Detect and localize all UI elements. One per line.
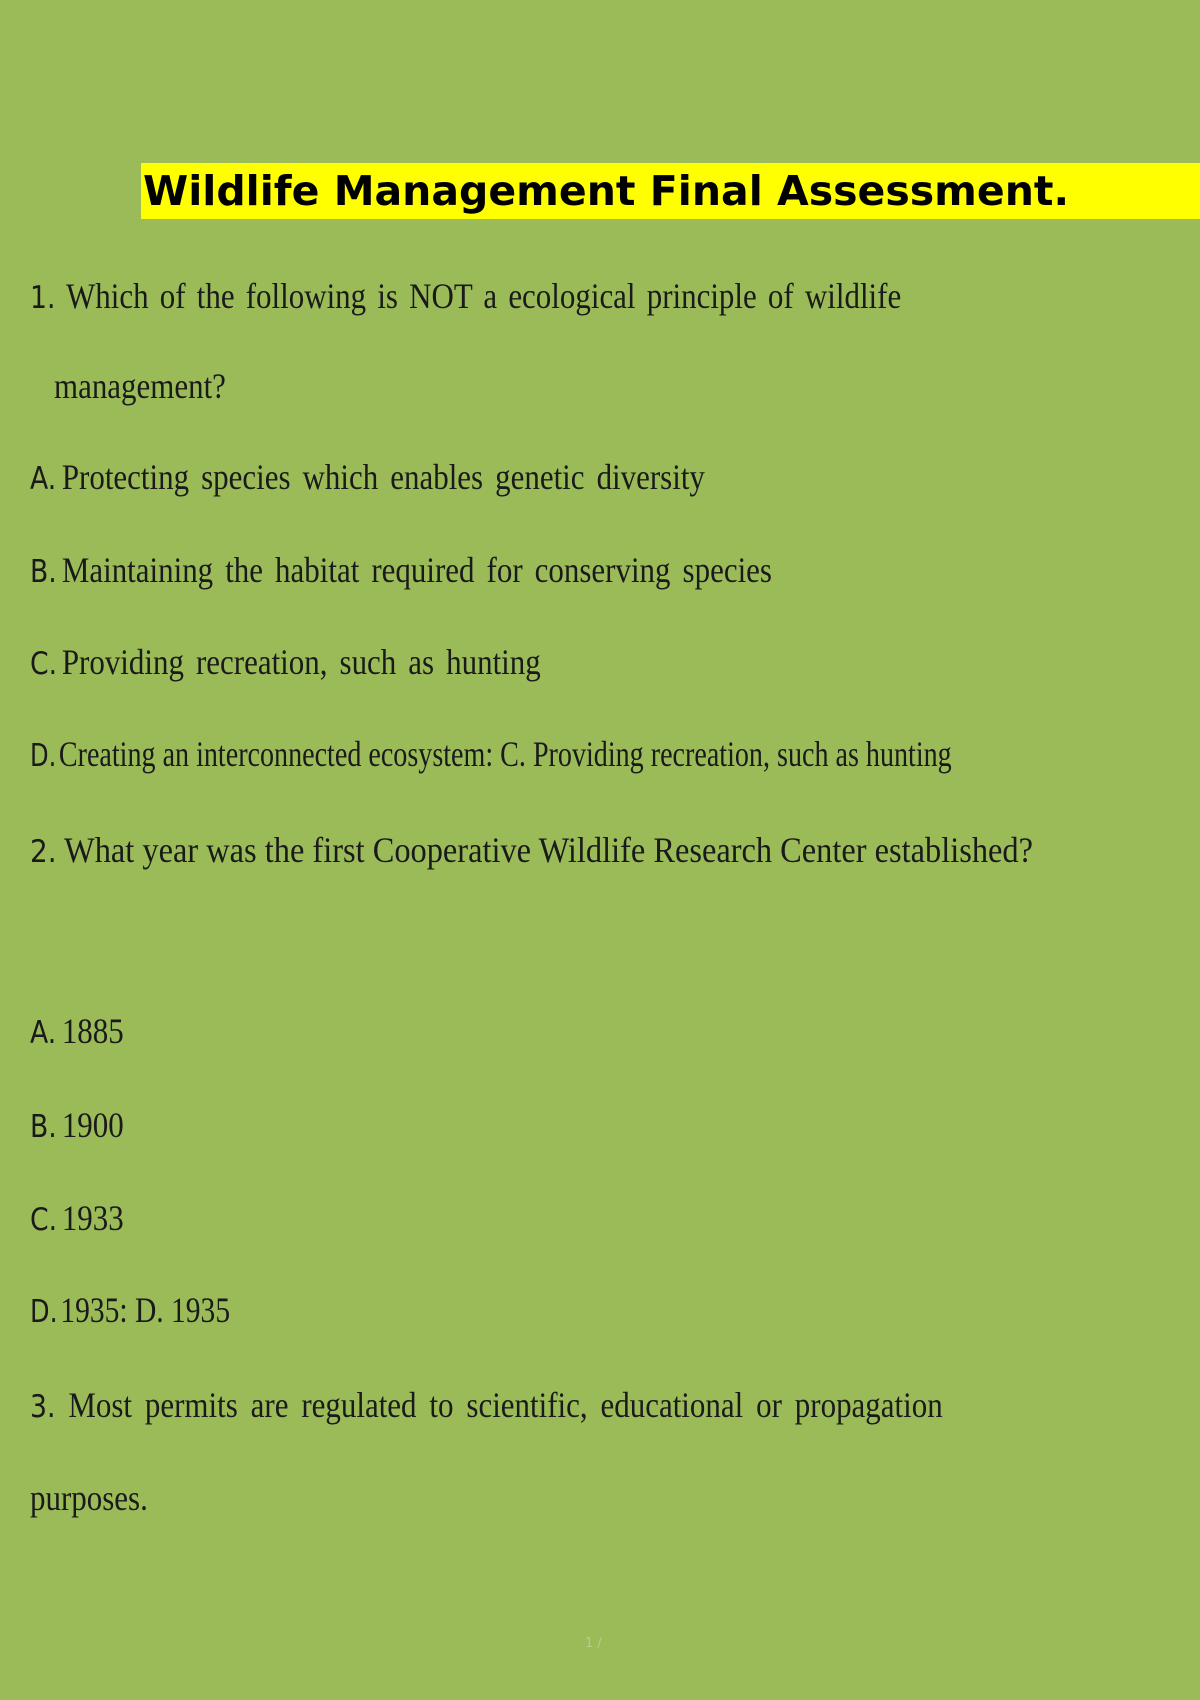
question-1-line-1: Which of the following is NOT a ecological principle of wildlife xyxy=(66,276,902,316)
question-1-option-c xyxy=(30,640,541,686)
option-letter: D. xyxy=(30,738,57,774)
question-3-line-1: Most permits are regulated to scientific, educational or propagation xyxy=(68,1385,943,1425)
question-2-option-b xyxy=(30,1103,124,1149)
question-2-line-1: What year was the first Cooperative Wildlife Research Center established? xyxy=(64,830,1033,870)
question-1-continuation: management? xyxy=(54,366,226,406)
option-text: 1935: D. 1935 xyxy=(60,1290,231,1330)
option-text: Maintaining the habitat required for conserving species xyxy=(61,550,772,590)
question-2-option-d xyxy=(30,1288,230,1334)
question-2-option-c xyxy=(30,1196,124,1242)
option-letter: D. xyxy=(30,1294,58,1330)
option-text: Creating an interconnected ecosystem: C. Providing recreation, such as hunting xyxy=(58,734,952,774)
option-letter: C. xyxy=(30,646,58,682)
question-2-text xyxy=(30,828,1033,874)
question-2-number: 2. xyxy=(30,834,57,870)
option-letter: A. xyxy=(30,461,57,497)
option-text: 1933 xyxy=(61,1198,124,1238)
document-title: Wildlife Management Final Assessment. xyxy=(141,163,1200,219)
question-1-option-b xyxy=(30,548,772,594)
option-letter: B. xyxy=(30,554,57,590)
question-1-option-d xyxy=(30,732,952,778)
option-letter: A. xyxy=(30,1015,57,1051)
option-text: 1885 xyxy=(61,1011,124,1051)
page-number: 1 / xyxy=(585,1636,602,1651)
question-3-continuation: purposes. xyxy=(30,1478,148,1518)
option-letter: B. xyxy=(30,1109,57,1145)
question-3-number: 3. xyxy=(30,1389,56,1425)
question-1-text xyxy=(30,274,901,320)
option-text: Providing recreation, such as hunting xyxy=(61,642,541,682)
option-text: Protecting species which enables genetic diversity xyxy=(61,457,705,497)
question-3-text xyxy=(30,1383,943,1429)
question-1-number: 1. xyxy=(30,280,56,316)
option-letter: C. xyxy=(30,1202,58,1238)
question-2-option-a xyxy=(30,1009,124,1055)
option-text: 1900 xyxy=(61,1105,124,1145)
question-1-option-a xyxy=(30,455,705,501)
